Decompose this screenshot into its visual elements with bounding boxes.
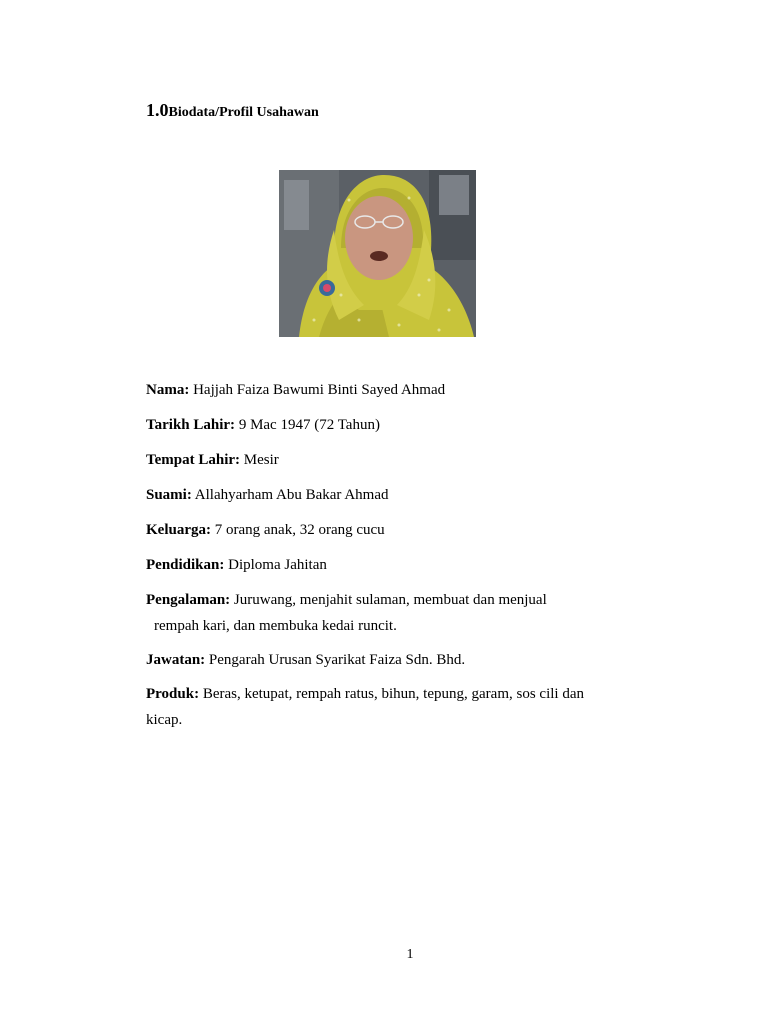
field-value: Allahyarham Abu Bakar Ahmad	[194, 487, 389, 503]
field-label: Pendidikan:	[146, 557, 225, 573]
field-label: Keluarga:	[146, 522, 211, 538]
field-label: Jawatan:	[146, 652, 206, 668]
field-jawatan	[146, 647, 465, 673]
field-label: Suami:	[146, 487, 192, 503]
field-suami	[146, 482, 389, 508]
field-value: Juruwang, menjahit sulaman, membuat dan menjual	[233, 592, 547, 608]
field-label: Pengalaman:	[146, 592, 231, 608]
field-value: Beras, ketupat, rempah ratus, bihun, tepung, garam, sos cili dan	[202, 686, 584, 702]
field-value: 9 Mac 1947 (72 Tahun)	[238, 417, 380, 433]
profile-photo	[279, 170, 476, 337]
field-value-continuation: rempah kari, dan membuka kedai runcit.	[154, 618, 397, 634]
field-tempat-lahir	[146, 447, 279, 473]
field-pengalaman	[146, 587, 547, 639]
section-number: 1.0	[146, 100, 169, 120]
field-pendidikan	[146, 552, 327, 578]
field-value-continuation: kicap.	[146, 712, 183, 728]
field-value: Pengarah Urusan Syarikat Faiza Sdn. Bhd.	[208, 652, 466, 668]
section-heading	[146, 100, 319, 121]
field-value: Mesir	[243, 452, 279, 468]
portrait-image	[279, 170, 476, 337]
section-title: Biodata/Profil Usahawan	[168, 105, 319, 120]
field-nama	[146, 377, 445, 403]
field-produk	[146, 681, 584, 733]
field-label: Tempat Lahir:	[146, 452, 241, 468]
page-number: 1	[406, 947, 414, 962]
field-label: Tarikh Lahir:	[146, 417, 236, 433]
field-label: Produk:	[146, 686, 200, 702]
field-tarikh-lahir	[146, 412, 380, 438]
field-label: Nama:	[146, 382, 190, 398]
field-value: Hajjah Faiza Bawumi Binti Sayed Ahmad	[193, 382, 446, 398]
field-keluarga	[146, 517, 385, 543]
field-value: Diploma Jahitan	[228, 557, 327, 573]
field-value: 7 orang anak, 32 orang cucu	[214, 522, 385, 538]
